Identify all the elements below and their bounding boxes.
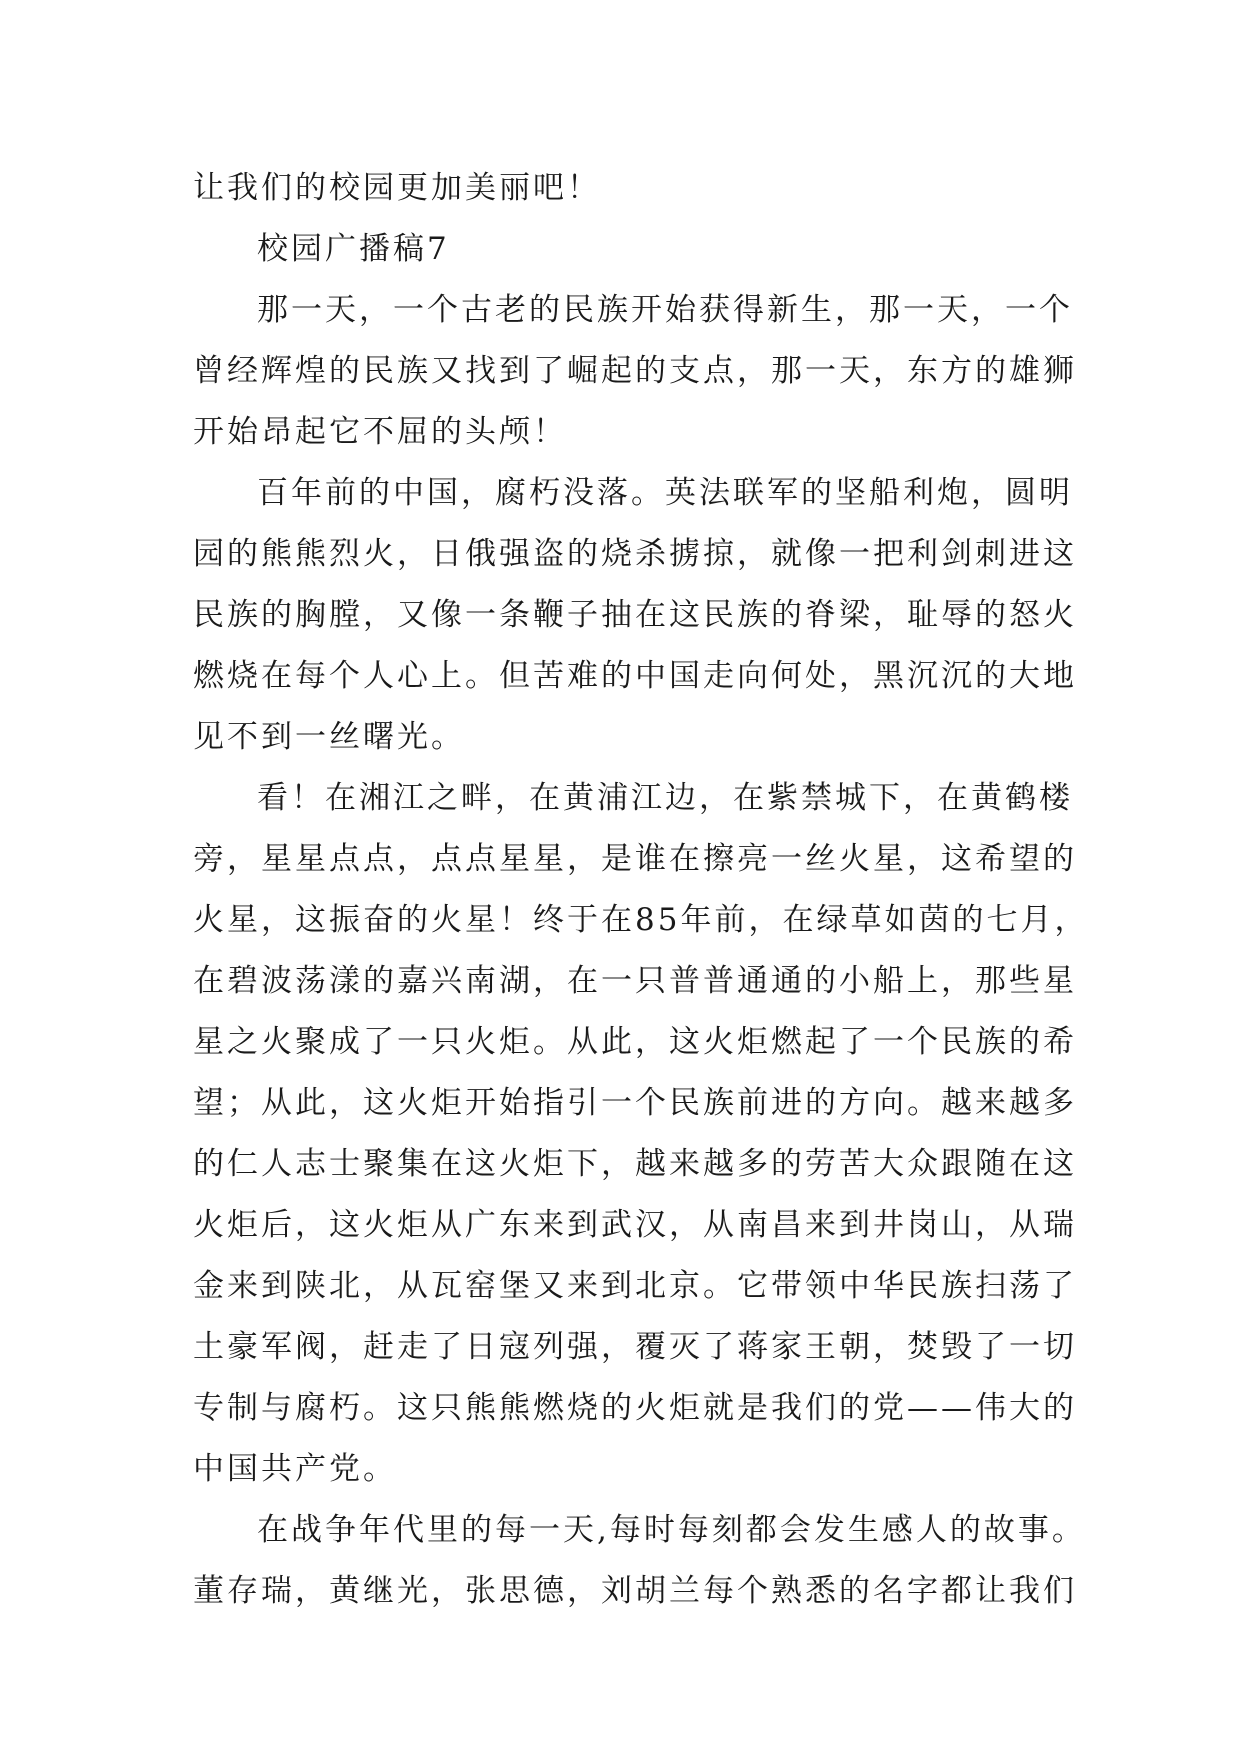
text-line: 火星，这振奋的火星！终于在85年前，在绿草如茵的七月，: [193, 902, 1089, 938]
text-line: 在战争年代里的每一天,每时每刻都会发生感人的故事。: [257, 1512, 1086, 1548]
text-line: 在碧波荡漾的嘉兴南湖，在一只普普通通的小船上，那些星: [193, 963, 1077, 999]
text-line: 望；从此，这火炬开始指引一个民族前进的方向。越来越多: [193, 1085, 1077, 1121]
text-line: 的仁人志士聚集在这火炬下，越来越多的劳苦大众跟随在这: [193, 1146, 1077, 1182]
text-line: 星之火聚成了一只火炬。从此，这火炬燃起了一个民族的希: [193, 1024, 1077, 1060]
text-line: 看！在湘江之畔，在黄浦江边，在紫禁城下，在黄鹤楼: [257, 780, 1073, 816]
text-line: 曾经辉煌的民族又找到了崛起的支点，那一天，东方的雄狮: [193, 353, 1077, 389]
text-line: 金来到陕北，从瓦窑堡又来到北京。它带领中华民族扫荡了: [193, 1268, 1077, 1304]
text-line: 百年前的中国，腐朽没落。英法联军的坚船利炮，圆明: [257, 475, 1073, 511]
text-line: 旁，星星点点，点点星星，是谁在擦亮一丝火星，这希望的: [193, 841, 1077, 877]
text-line: 土豪军阀，赶走了日寇列强，覆灭了蒋家王朝，焚毁了一切: [193, 1329, 1077, 1365]
section-heading: 校园广播稿7: [257, 231, 450, 267]
text-line: 民族的胸膛，又像一条鞭子抽在这民族的脊梁，耻辱的怒火: [193, 597, 1077, 633]
document-body: [193, 158, 1089, 1622]
text-line: 燃烧在每个人心上。但苦难的中国走向何处，黑沉沉的大地: [193, 658, 1077, 694]
text-line: 让我们的校园更加美丽吧！: [193, 170, 601, 206]
text-line: 中国共产党。: [193, 1451, 397, 1487]
text-line: 开始昂起它不屈的头颅！: [193, 414, 567, 450]
text-line: 园的熊熊烈火，日俄强盗的烧杀掳掠，就像一把利剑刺进这: [193, 536, 1077, 572]
text-line: 专制与腐朽。这只熊熊燃烧的火炬就是我们的党——伟大的: [193, 1390, 1077, 1426]
text-line: 那一天，一个古老的民族开始获得新生，那一天，一个: [257, 292, 1073, 328]
text-line: 火炬后，这火炬从广东来到武汉，从南昌来到井岗山，从瑞: [193, 1207, 1077, 1243]
text-line: 见不到一丝曙光。: [193, 719, 465, 755]
text-line: 董存瑞，黄继光，张思德，刘胡兰每个熟悉的名字都让我们: [193, 1573, 1077, 1609]
